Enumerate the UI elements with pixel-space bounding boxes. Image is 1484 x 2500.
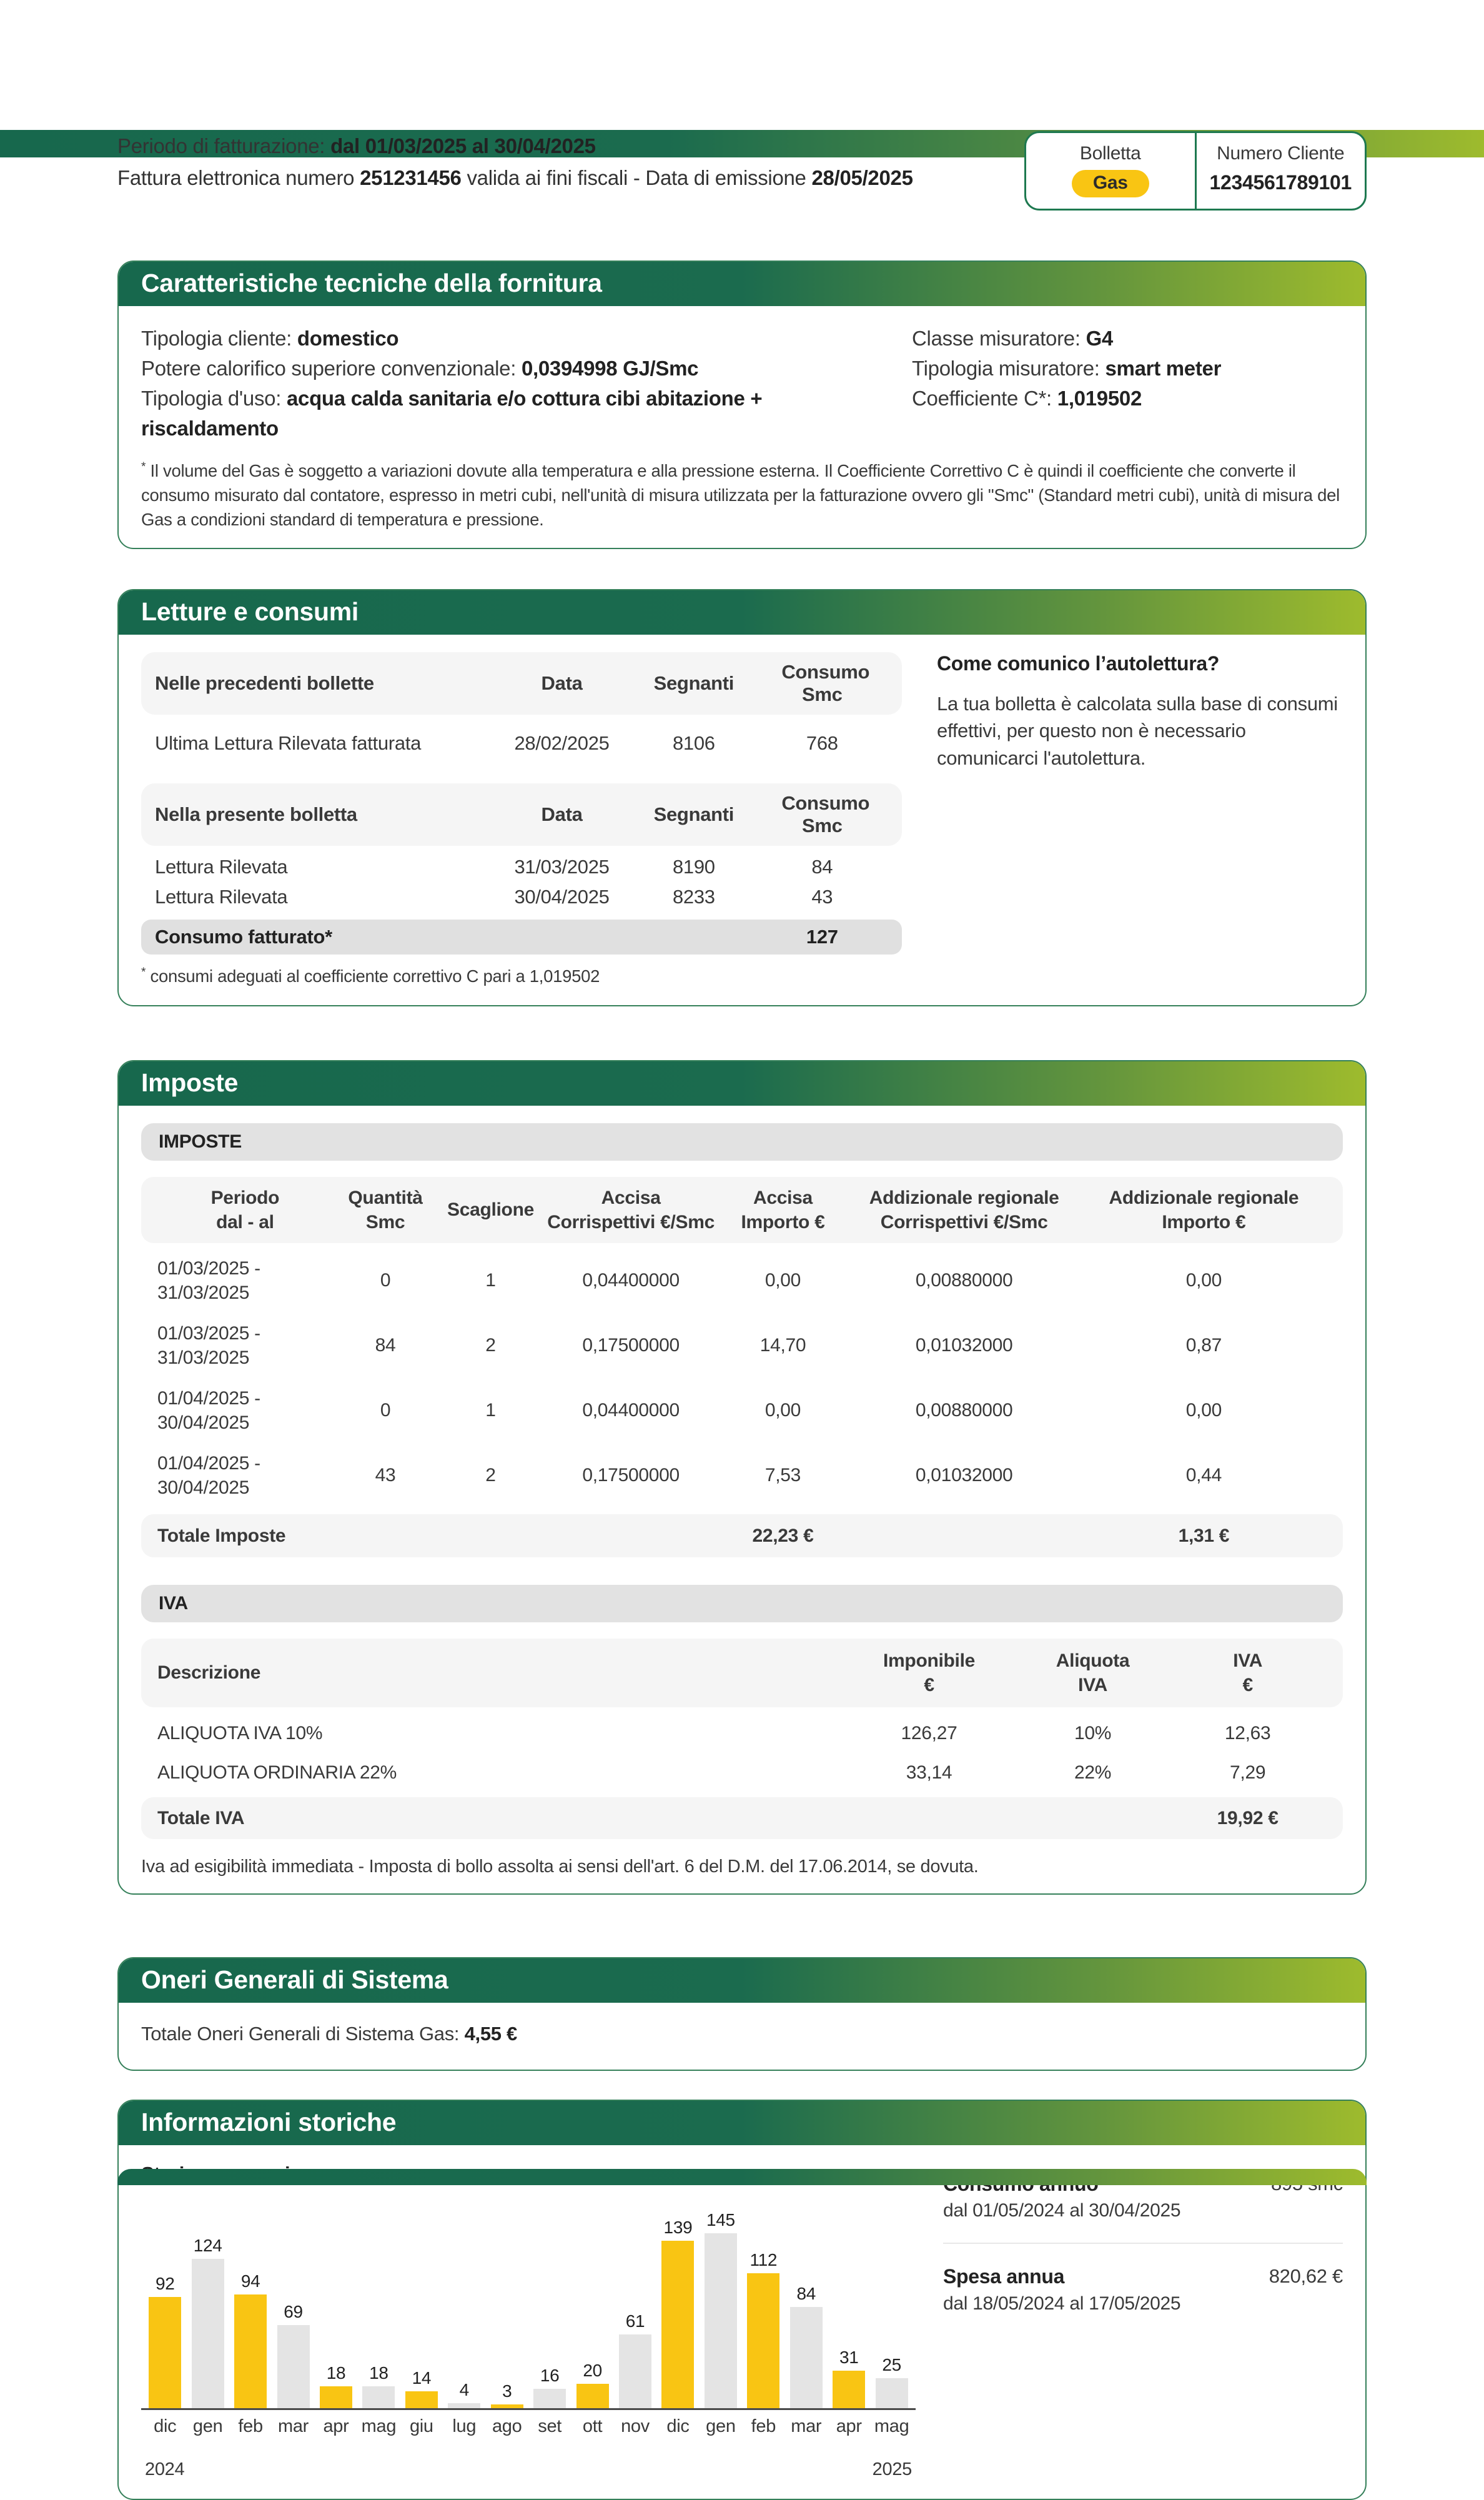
invoice-number: 251231456 bbox=[360, 166, 462, 190]
chart-bar bbox=[186, 2236, 229, 2408]
chart-month-label: mar bbox=[278, 2416, 309, 2436]
chart-bar-value: 112 bbox=[749, 2250, 778, 2269]
chart-bar-value: 139 bbox=[663, 2217, 693, 2237]
annual-cost-label: Spesa annua bbox=[943, 2265, 1065, 2288]
self-reading-body: La tua bolletta è calcolata sulla base di consumi effettivi, per questo non è necessario comunicarci l'autolettura. bbox=[937, 693, 1338, 769]
chart-bar-value: 145 bbox=[706, 2210, 735, 2230]
billing-period-value: dal 01/03/2025 al 30/04/2025 bbox=[330, 134, 596, 157]
chart-bar-value: 3 bbox=[502, 2381, 512, 2401]
invoice-suffix: valida ai fini fiscali - Data di emissione bbox=[467, 166, 806, 190]
invoice-prefix: Fattura elettronica numero bbox=[117, 166, 355, 190]
chart-bar bbox=[315, 2363, 357, 2408]
chart-bar-value: 69 bbox=[284, 2301, 303, 2321]
billing-period-label: Periodo di fatturazione: bbox=[117, 134, 325, 157]
chart-bar bbox=[229, 2271, 272, 2408]
iva-header-row: Descrizione Imponibile € Aliquota IVA IVA € bbox=[141, 1639, 1343, 1707]
chart-bar-value: 20 bbox=[583, 2360, 602, 2380]
section-title-system-charges: Oneri Generali di Sistema bbox=[119, 1958, 1365, 2003]
chart-bar bbox=[656, 2218, 699, 2408]
chart-bar bbox=[785, 2284, 828, 2408]
taxes-header-row: Periodo dal - al Quantità Smc Scaglione Accisa Corrispettivi €/Smc Accisa Importo € Addizionale regionale Corrispettivi €/Smc Addizionale regionale Importo € bbox=[141, 1177, 1343, 1243]
customer-number-value: 1234561789101 bbox=[1209, 171, 1352, 194]
taxes-row: 01/04/2025 - 30/04/2025 43 2 0,17500000 7,53 0,01032000 0,44 bbox=[157, 1452, 1222, 1498]
supply-meter-class: Classe misuratore: G4 bbox=[912, 327, 1113, 350]
billing-period-line bbox=[117, 130, 913, 162]
chart-bar-value: 31 bbox=[839, 2347, 859, 2367]
supply-calorific-power: Potere calorifico superiore convenzionale: 0,0394998 GJ/Smc bbox=[141, 356, 699, 380]
chart-bar bbox=[272, 2302, 314, 2408]
current-reading-row: Lettura Rilevata 31/03/2025 8190 84 bbox=[155, 856, 833, 878]
chart-month-label: feb bbox=[238, 2416, 263, 2436]
chart-month-label: gen bbox=[192, 2416, 223, 2436]
supply-right-column bbox=[912, 324, 1343, 443]
chart-bar bbox=[443, 2380, 485, 2408]
taxes-total-row: Totale Imposte 22,23 € 1,31 € bbox=[141, 1514, 1343, 1557]
chart-bar bbox=[742, 2250, 784, 2408]
previous-bills-header-row: Nelle precedenti bollette Data Segnanti Consumo Smc bbox=[141, 652, 902, 715]
consumption-chart-months bbox=[141, 2416, 916, 2437]
chart-bar-value: 18 bbox=[369, 2363, 388, 2383]
bill-label: Bolletta bbox=[1079, 143, 1141, 164]
system-charges-total: Totale Oneri Generali di Sistema Gas: 4,55 € bbox=[141, 2022, 517, 2045]
taxes-row: 01/03/2025 - 31/03/2025 84 2 0,17500000 14,70 0,01032000 0,87 bbox=[157, 1322, 1222, 1368]
self-reading-info bbox=[937, 652, 1343, 989]
section-readings bbox=[117, 589, 1367, 1006]
chart-bar bbox=[700, 2210, 742, 2408]
bill-type-cell bbox=[1026, 133, 1195, 209]
chart-month-label: mag bbox=[874, 2416, 909, 2436]
bill-type-customer-box bbox=[1024, 131, 1367, 211]
supply-coefficient: Coefficiente C*: 1,019502 bbox=[912, 386, 1142, 410]
consumption-chart-years bbox=[141, 2459, 916, 2483]
annual-cost-block bbox=[943, 2255, 1343, 2324]
section-supply-characteristics bbox=[117, 260, 1367, 549]
chart-bar-value: 94 bbox=[240, 2271, 260, 2291]
iva-total-row: Totale IVA 19,92 € bbox=[141, 1797, 1343, 1839]
taxes-band: IMPOSTE bbox=[141, 1123, 1343, 1161]
chart-bar-value: 25 bbox=[882, 2354, 901, 2374]
customer-number-label: Numero Cliente bbox=[1217, 143, 1345, 164]
taxes-row: 01/03/2025 - 31/03/2025 0 1 0,04400000 0,00 0,00880000 0,00 bbox=[157, 1257, 1222, 1303]
section-title-readings: Letture e consumi bbox=[119, 590, 1365, 635]
section-taxes bbox=[117, 1060, 1367, 1895]
chart-bar-value: 61 bbox=[625, 2311, 645, 2331]
billed-consumption-row: Consumo fatturato* 127 bbox=[141, 920, 902, 955]
iva-row: ALIQUOTA IVA 10% 126,27 10% 12,63 bbox=[157, 1722, 1271, 1744]
supply-left-column bbox=[141, 324, 887, 443]
annual-consumption-period: dal 01/05/2024 al 30/04/2025 bbox=[943, 2200, 1181, 2221]
chart-month-label: dic bbox=[154, 2416, 177, 2436]
chart-month-label: feb bbox=[751, 2416, 776, 2436]
chart-bar bbox=[870, 2355, 913, 2408]
divider bbox=[943, 2243, 1343, 2244]
chart-month-label: apr bbox=[323, 2416, 349, 2436]
consumption-chart-bars bbox=[141, 2190, 916, 2410]
page-header bbox=[117, 130, 1367, 211]
chart-month-label: mag bbox=[361, 2416, 397, 2436]
emission-date: 28/05/2025 bbox=[811, 166, 913, 190]
iva-row: ALIQUOTA ORDINARIA 22% 33,14 22% 7,29 bbox=[157, 1762, 1266, 1783]
chart-bar bbox=[400, 2368, 443, 2408]
chart-bar bbox=[144, 2274, 186, 2408]
chart-month-label: lug bbox=[452, 2416, 477, 2436]
gas-badge: Gas bbox=[1072, 170, 1149, 197]
customer-number-cell bbox=[1195, 133, 1365, 209]
chart-bar bbox=[357, 2363, 400, 2408]
taxes-footnote: Iva ad esigibilità immediata - Imposta di bollo assolta ai sensi dell'art. 6 del D.M. del 17.06.2014, se dovuta. bbox=[141, 1856, 979, 1877]
chart-bar-value: 124 bbox=[193, 2235, 222, 2255]
readings-footnote: * consumi adeguati al coefficiente correttivo C pari a 1,019502 bbox=[141, 966, 600, 986]
invoice-line bbox=[117, 162, 913, 194]
chart-bar bbox=[528, 2366, 571, 2408]
chart-bar-value: 84 bbox=[796, 2283, 816, 2303]
readings-table bbox=[141, 652, 902, 989]
iva-band: IVA bbox=[141, 1585, 1343, 1622]
chart-bar-value: 18 bbox=[326, 2363, 346, 2383]
supply-usage-type: Tipologia d'uso: acqua calda sanitaria e/o cottura cibi abitazione + riscaldamento bbox=[141, 386, 763, 440]
section-system-charges bbox=[117, 1957, 1367, 2071]
chart-month-label: ott bbox=[582, 2416, 603, 2436]
chart-bar bbox=[614, 2311, 656, 2408]
section-title-taxes: Imposte bbox=[119, 1061, 1365, 1106]
previous-reading-row: Ultima Lettura Rilevata fatturata 28/02/2025 8106 768 bbox=[155, 732, 838, 755]
current-reading-row: Lettura Rilevata 30/04/2025 8233 43 bbox=[155, 886, 833, 908]
chart-bar-value: 16 bbox=[540, 2365, 560, 2385]
chart-month-label: apr bbox=[836, 2416, 862, 2436]
section-history bbox=[117, 2100, 1367, 2500]
chart-bar-value: 14 bbox=[412, 2368, 432, 2388]
section-title-history: Informazioni storiche bbox=[119, 2101, 1365, 2145]
year-left-label: 2024 bbox=[145, 2459, 185, 2479]
self-reading-title: Come comunico l’autolettura? bbox=[937, 652, 1220, 675]
chart-month-label: giu bbox=[409, 2416, 433, 2436]
annual-cost-value: 820,62 € bbox=[1269, 2265, 1343, 2288]
history-summary bbox=[943, 2163, 1343, 2483]
chart-month-label: ago bbox=[492, 2416, 522, 2436]
supply-meter-type: Tipologia misuratore: smart meter bbox=[912, 356, 1222, 380]
current-bill-header-row: Nella presente bolletta Data Segnanti Consumo Smc bbox=[141, 783, 902, 846]
chart-month-label: gen bbox=[706, 2416, 736, 2436]
bottom-section-cut-banner bbox=[117, 2169, 1367, 2185]
chart-month-label: mar bbox=[791, 2416, 822, 2436]
chart-bar-value: 4 bbox=[459, 2379, 469, 2399]
consumption-chart bbox=[141, 2163, 916, 2483]
chart-bar bbox=[486, 2381, 528, 2408]
billing-summary-text bbox=[117, 130, 913, 194]
chart-month-label: nov bbox=[621, 2416, 650, 2436]
section-title-supply: Caratteristiche tecniche della fornitura bbox=[119, 262, 1365, 306]
annual-cost-period: dal 18/05/2024 al 17/05/2025 bbox=[943, 2293, 1181, 2314]
chart-bar-value: 92 bbox=[155, 2273, 175, 2293]
supply-client-type: Tipologia cliente: domestico bbox=[141, 327, 399, 350]
chart-bar bbox=[571, 2361, 613, 2408]
chart-month-label: dic bbox=[666, 2416, 690, 2436]
chart-bar bbox=[828, 2348, 870, 2408]
chart-month-label: set bbox=[538, 2416, 562, 2436]
taxes-row: 01/04/2025 - 30/04/2025 0 1 0,04400000 0,00 0,00880000 0,00 bbox=[157, 1387, 1222, 1433]
year-right-label: 2025 bbox=[872, 2459, 912, 2479]
supply-footnote: * Il volume del Gas è soggetto a variazioni dovute alla temperatura e alla pressione esterna. Il Coefficiente Correttivo C è quindi il coefficiente che converte il consumo misurato dal contatore, espresso in metri cubi, nell'unità di misura utilizzata per la fatturazione ovvero gli "Smc" (Standard metri cubi), unità di misura del Gas a condizioni standard di temperatura e pressione. bbox=[141, 460, 1340, 529]
